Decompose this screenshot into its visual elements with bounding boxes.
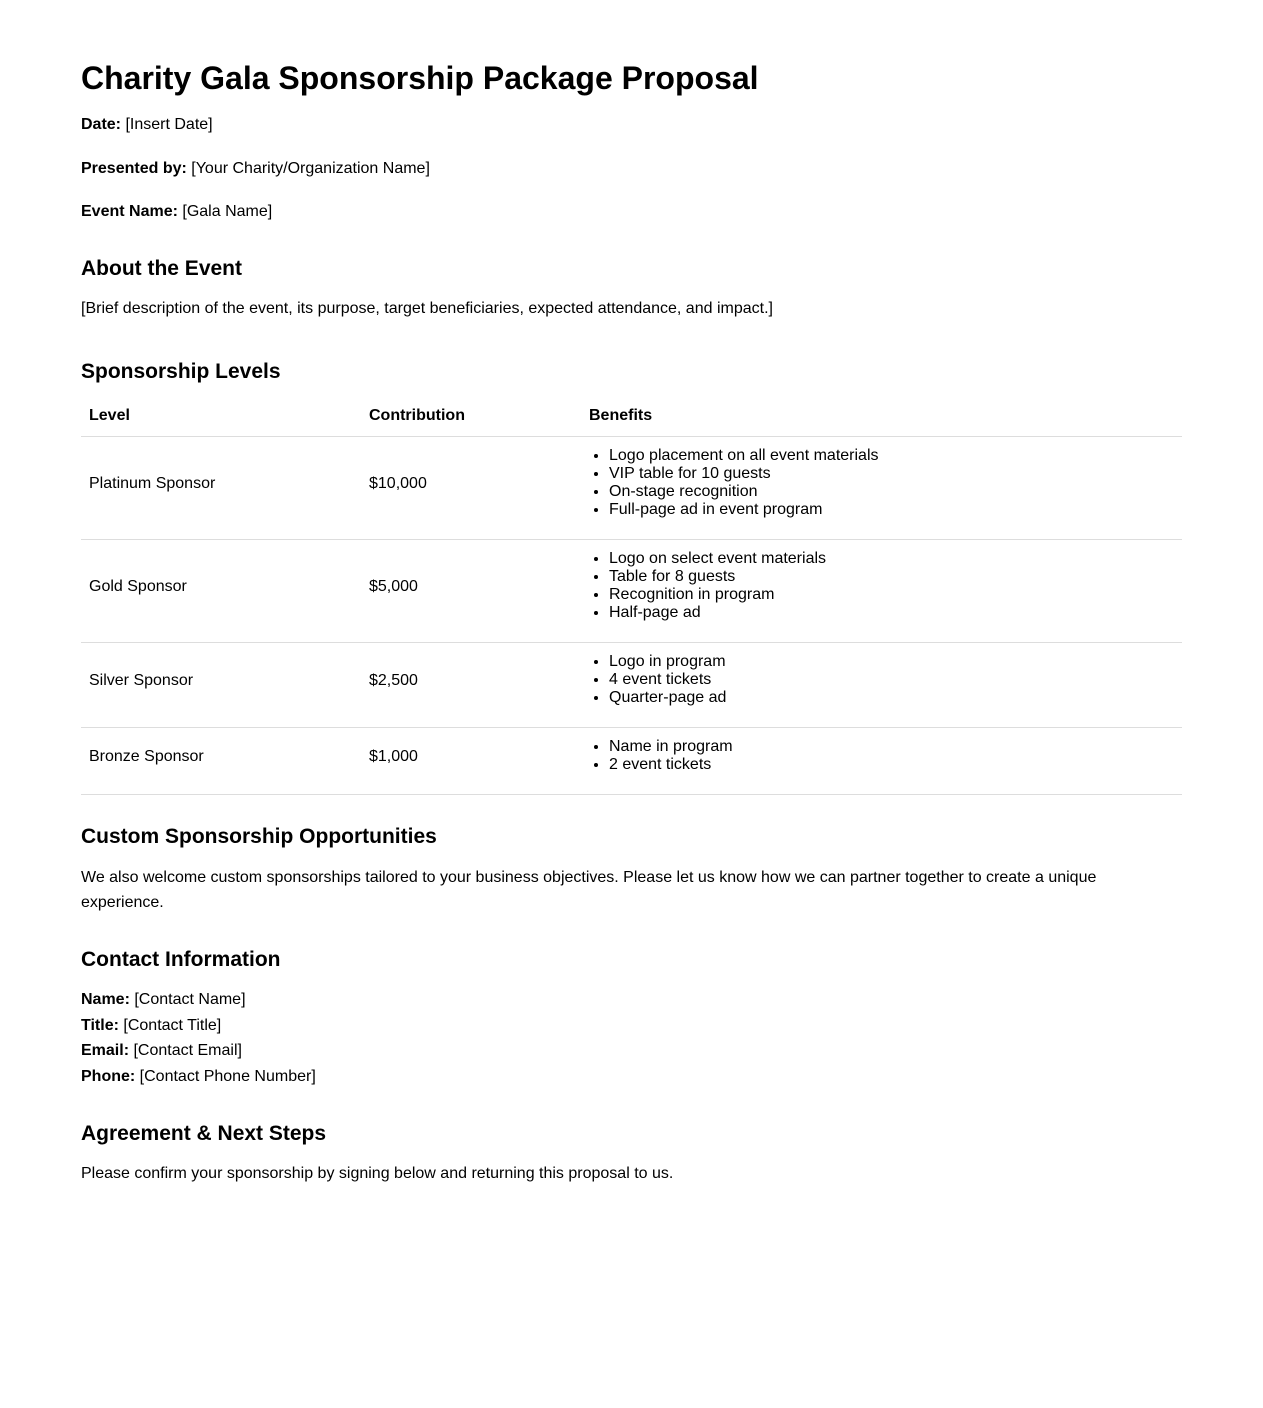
meta-value: [Gala Name]: [182, 203, 273, 221]
benefit-item: • Quarter-page ad: [609, 689, 1174, 707]
about-heading: About the Event: [81, 256, 242, 280]
meta-value: [Your Charity/Organization Name]: [191, 159, 430, 177]
benefit-item: • Table for 8 guests: [609, 568, 1174, 586]
benefit-item: • Name in program: [609, 738, 1174, 756]
contact-value: [Contact Phone Number]: [139, 1067, 316, 1085]
benefit-item: • Half-page ad: [609, 604, 1174, 622]
table-row: [81, 437, 1182, 540]
benefit-item: • 4 event tickets: [609, 671, 1174, 689]
contact-value: [Contact Name]: [134, 991, 246, 1009]
column-header-contribution: Contribution: [361, 399, 581, 437]
about-text: [Brief description of the event, its purpose, target beneficiaries, expected attendance, and impact.]: [81, 300, 773, 318]
benefit-item: • 2 event tickets: [609, 756, 1174, 774]
benefit-item: • On-stage recognition: [609, 483, 1174, 501]
agreement-text: Please confirm your sponsorship by signing below and returning this proposal to us.: [81, 1164, 674, 1182]
document: [81, 0, 1182, 1364]
level-cell: Silver Sponsor: [81, 643, 361, 728]
contribution-cell: $1,000: [361, 728, 581, 795]
agreement-heading: Agreement & Next Steps: [81, 1121, 327, 1145]
column-header-benefits: Benefits: [581, 399, 1182, 437]
benefit-item: • Full-page ad in event program: [609, 501, 1174, 519]
benefits-cell: [581, 728, 1182, 795]
table-header-row: [81, 399, 1182, 437]
benefits-list: [589, 447, 1174, 519]
contact-label: Title:: [81, 1016, 119, 1034]
level-cell: Platinum Sponsor: [81, 437, 361, 540]
contact-value: [Contact Title]: [123, 1016, 222, 1034]
contribution-cell: $5,000: [361, 540, 581, 643]
contact-label: Phone:: [81, 1067, 136, 1085]
levels-heading: Sponsorship Levels: [81, 359, 281, 383]
table-row: [81, 728, 1182, 795]
contact-phone: [81, 1064, 1182, 1090]
contact-name: [81, 987, 1182, 1013]
custom-text: We also welcome custom sponsorships tailored to your business objectives. Please let us know how we can partner together to create a unique experience.: [81, 868, 1097, 912]
benefits-list: [589, 550, 1174, 622]
meta-date: [81, 112, 1182, 138]
benefits-cell: [581, 437, 1182, 540]
table-row: [81, 643, 1182, 728]
contact-value: [Contact Email]: [133, 1042, 242, 1060]
benefits-list: [589, 738, 1174, 774]
benefit-item: • Logo placement on all event materials: [609, 447, 1174, 465]
level-cell: Gold Sponsor: [81, 540, 361, 643]
custom-heading: Custom Sponsorship Opportunities: [81, 825, 437, 849]
meta-label: Presented by:: [81, 159, 187, 177]
benefit-item: • Logo on select event materials: [609, 550, 1174, 568]
benefit-item: • Recognition in program: [609, 586, 1174, 604]
benefits-cell: [581, 643, 1182, 728]
meta-presented-by: [81, 156, 1182, 182]
benefit-item: • VIP table for 10 guests: [609, 465, 1174, 483]
contact-heading: Contact Information: [81, 947, 281, 971]
contact-label: Email:: [81, 1042, 130, 1060]
table-row: [81, 540, 1182, 643]
contact-label: Name:: [81, 991, 130, 1009]
meta-value: [Insert Date]: [125, 116, 213, 133]
contact-email: [81, 1038, 1182, 1064]
contact-section: [81, 987, 1182, 1089]
contribution-cell: $2,500: [361, 643, 581, 728]
meta-section: [81, 112, 1182, 225]
column-header-level: Level: [81, 399, 361, 437]
benefit-item: • Logo in program: [609, 653, 1174, 671]
meta-label: Date:: [81, 116, 122, 133]
page-title: Charity Gala Sponsorship Package Proposal: [81, 60, 759, 96]
meta-label: Event Name:: [81, 203, 178, 221]
contact-title: [81, 1013, 1182, 1039]
meta-event-name: [81, 199, 1182, 225]
contribution-cell: $10,000: [361, 437, 581, 540]
benefits-cell: [581, 540, 1182, 643]
level-cell: Bronze Sponsor: [81, 728, 361, 795]
sponsorship-table: [81, 399, 1182, 795]
benefits-list: [589, 653, 1174, 707]
